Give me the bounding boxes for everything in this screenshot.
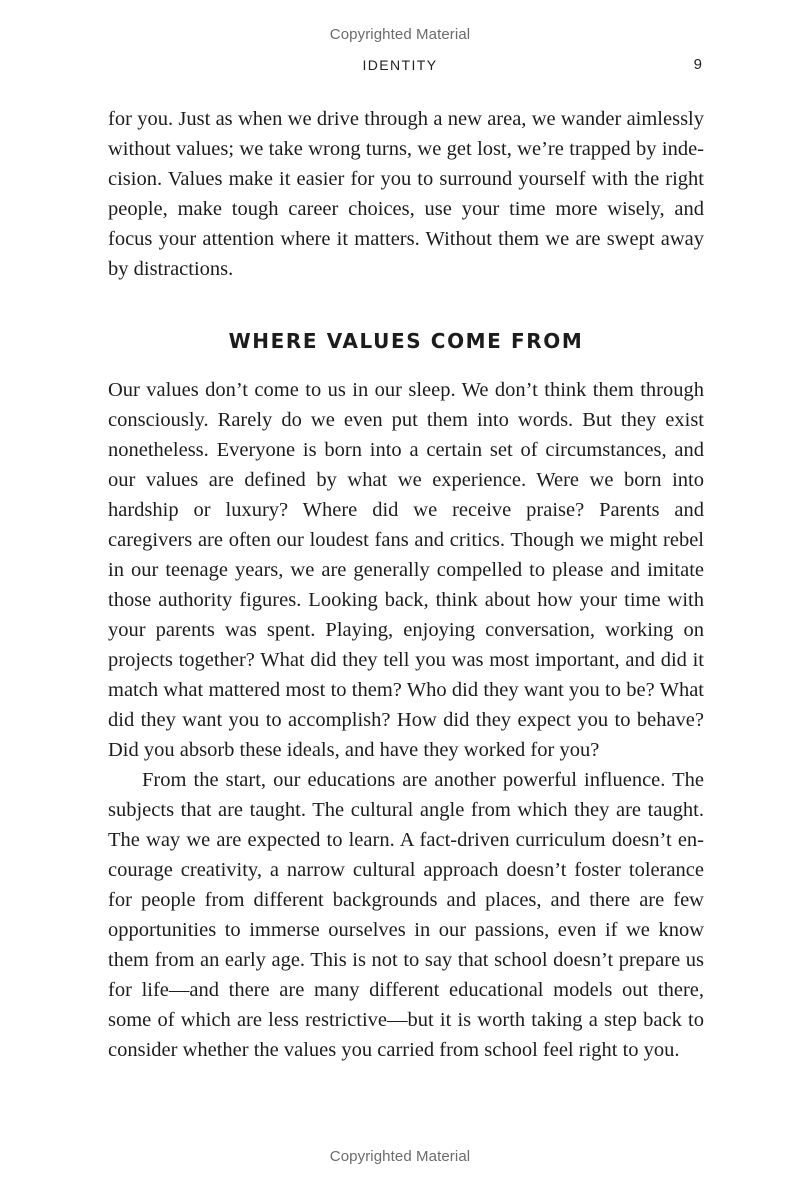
- copyright-watermark-bottom: Copyrighted Material: [329, 1148, 471, 1165]
- continued-paragraph-block: [108, 104, 704, 284]
- section-paragraph-1: Our values don’t come to us in our sleep. We don’t think them through consciously. Rarely do we even put them into words. But they exist nonetheless. Everyone is born into a certain set of circumstances, and our values are defined by what we experience. Were we born into hardship or luxury? Where did we receive praise? Parents and caregivers are often our loudest fans and critics. Though we might rebel in our teenage years, we are generally compelled to please and imitate those authority figures. Looking back, think about how your time with your parents was spent. Playing, enjoying conversation, working on projects together? What did they tell you was most important, and did it match what mattered most to them? Who did they want you to be? What did they want you to accomplish? How did they expect you to behave? Did you absorb these ideals, and have they worked for you?: [108, 379, 704, 761]
- section-paragraph-2: From the start, our educations are another powerful influence. The subjects that are taught. The cultural angle from which they are taught. The way we are expected to learn. A fact-driven curriculum doesn’t encourage creativity, a narrow cultural approach doesn’t foster tolerance for people from different backgrounds and places, and there are few opportunities to immerse ourselves in our passions, even if we know them from an early age. This is not to say that school doesn’t prepare us for life—and there are many different educational models out there, some of which are less restrictive—but it is worth taking a step back to consider whether the values you carried from school feel right to you.: [108, 769, 704, 1061]
- copyright-watermark-top: Copyrighted Material: [329, 26, 471, 43]
- section-heading: WHERE VALUES COME FROM: [228, 329, 584, 353]
- continued-paragraph: for you. Just as when we drive through a new area, we wander aimlessly without values; we take wrong turns, we get lost, we’re trapped by indecision. Values make it easier for you to surround yourself with the right people, make tough career choices, use your time more wisely, and focus your attention where it matters. Without them we are swept away by distractions.: [108, 108, 704, 280]
- page-number: 9: [693, 56, 702, 73]
- running-head: IDENTITY: [362, 57, 438, 73]
- section-body: [108, 375, 704, 1065]
